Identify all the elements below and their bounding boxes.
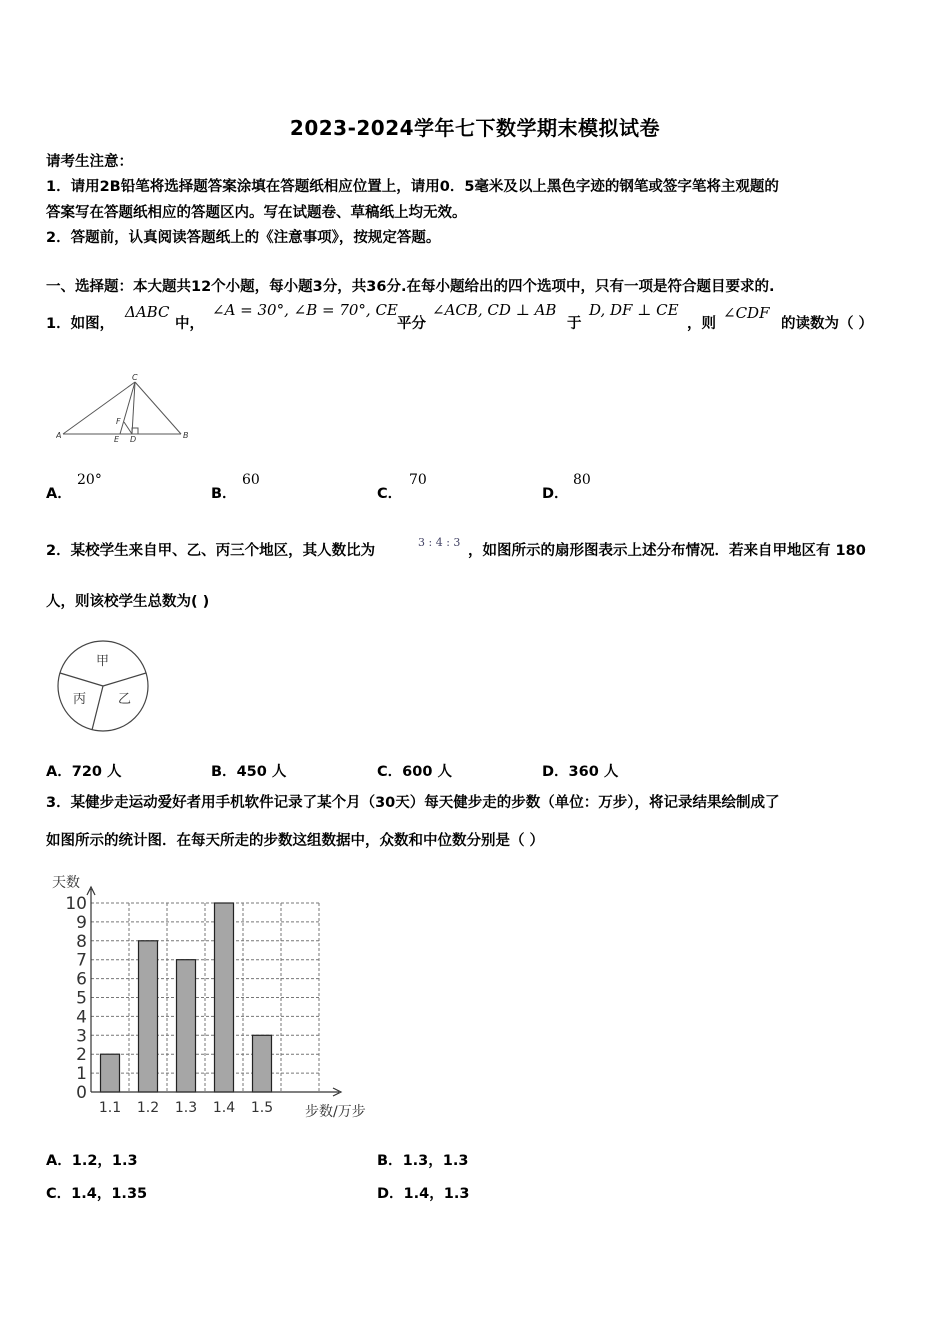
y-tick-label: 9	[76, 912, 87, 933]
option-letter: A．	[46, 1153, 72, 1169]
pie-label-jia: 甲	[96, 654, 110, 669]
side-ac	[63, 382, 135, 434]
label-f: F	[116, 417, 121, 426]
option-letter: B．	[211, 764, 237, 780]
y-tick-label: 3	[76, 1026, 87, 1047]
notice-line-1: 1．请用2B铅笔将选择题答案涂填在答题纸相应位置上，请用0．5毫米及以上黑色字迹的钢笔或签字笔将主观题的	[46, 179, 779, 195]
q3-line-2: 如图所示的统计图．在每天所走的步数这组数据中，众数和中位数分别是（ ）	[46, 833, 545, 849]
y-tick-label: 0	[76, 1083, 87, 1103]
chart-grid	[91, 903, 321, 1092]
pie-label-bing: 丙	[73, 692, 87, 707]
y-tick-label: 6	[76, 969, 87, 990]
x-tick-label: 1.4	[212, 1100, 236, 1116]
y-tick-label: 7	[76, 950, 87, 971]
bar-1.3	[177, 960, 196, 1092]
q2-prefix: 2．某校学生来自甲、乙、丙三个地区，其人数比为	[46, 543, 376, 559]
y-tick-label: 1	[76, 1064, 87, 1085]
y-tick-label: 2	[76, 1045, 87, 1066]
side-bc	[135, 382, 181, 434]
option-letter: C．	[46, 1186, 72, 1202]
option-letter: A．	[46, 764, 72, 780]
q3-option-b[interactable]	[377, 1149, 468, 1170]
q2-option-c[interactable]	[377, 760, 452, 781]
pie-divider-1	[60, 673, 103, 686]
option-value: 20°	[77, 472, 102, 488]
q1-yu: 于	[567, 316, 582, 332]
option-letter: D．	[542, 486, 569, 502]
q1-triangle: ΔABC	[125, 303, 170, 321]
q1-option-d[interactable]	[542, 472, 591, 503]
q1-triangle-figure	[56, 372, 196, 444]
option-value: 70	[409, 472, 427, 488]
label-a: A	[56, 431, 62, 440]
q3-option-a[interactable]	[46, 1149, 138, 1170]
q1-ze: ，则	[687, 316, 716, 332]
x-tick-label: 1.3	[174, 1100, 198, 1116]
option-value: 450 人	[236, 764, 287, 780]
option-value: 1.4，1.3	[403, 1186, 470, 1202]
q1-suffix: 的读数为（ ）	[781, 316, 874, 332]
q3-option-c[interactable]	[46, 1182, 147, 1203]
bar-1.5	[253, 1035, 272, 1092]
option-value: 1.2，1.3	[71, 1153, 138, 1169]
q2-line-2: 人，则该校学生总数为( )	[46, 594, 210, 610]
q1-option-a[interactable]	[46, 472, 102, 503]
option-value: 720 人	[71, 764, 122, 780]
segment-df	[124, 422, 132, 434]
option-letter: D．	[542, 764, 569, 780]
chart-y-ticks	[65, 894, 87, 1103]
pie-label-yi: 乙	[118, 692, 132, 707]
q2-option-d[interactable]	[542, 760, 618, 781]
chart-x-label: 步数/万步	[305, 1104, 366, 1120]
option-letter: B．	[211, 486, 237, 502]
q3-line-1: 3．某健步走运动爱好者用手机软件记录了某个月（30天）每天健步走的步数（单位：万步），将记录结果绘制成了	[46, 795, 780, 811]
q2-ratio: 3 : 4 : 3	[418, 536, 461, 549]
q1-bisect: 平分	[397, 316, 426, 332]
option-letter: D．	[377, 1186, 404, 1202]
y-tick-label: 4	[76, 1007, 87, 1028]
label-d: D	[130, 435, 137, 444]
label-e: E	[114, 435, 120, 444]
label-b: B	[183, 431, 189, 440]
q1-target: ∠CDF	[723, 304, 770, 322]
x-tick-label: 1.2	[136, 1100, 160, 1116]
option-value: 60	[242, 472, 260, 488]
q2-suffix: ，如图所示的扇形图表示上述分布情况．若来自甲地区有 180	[468, 543, 866, 559]
page-title: 2023-2024学年七下数学期末模拟试卷	[289, 116, 661, 140]
bar-1.4	[215, 903, 234, 1092]
chart-x-ticks	[99, 1100, 273, 1116]
q1-angles: ∠A = 30°, ∠B = 70°, CE	[212, 301, 398, 319]
notice-line-2: 答案写在答题纸相应的答题区内。写在试题卷、草稿纸上均无效。	[46, 205, 467, 221]
q2-option-b[interactable]	[211, 760, 286, 781]
x-tick-label: 1.1	[98, 1100, 122, 1116]
right-angle-mark	[132, 428, 138, 434]
option-value: 600 人	[402, 764, 452, 780]
notice-line-3: 2．答题前，认真阅读答题纸上的《注意事项》，按规定答题。	[46, 230, 441, 246]
option-value: 1.4，1.35	[71, 1186, 148, 1202]
y-tick-label: 8	[76, 931, 87, 952]
pie-divider-3	[92, 686, 103, 730]
option-value: 360 人	[568, 764, 619, 780]
option-letter: A．	[46, 486, 72, 502]
option-letter: C．	[377, 764, 403, 780]
y-tick-label: 10	[65, 894, 87, 914]
q2-option-a[interactable]	[46, 760, 122, 781]
q3-option-d[interactable]	[377, 1182, 469, 1203]
option-letter: B．	[377, 1153, 403, 1169]
bar-1.1	[101, 1054, 120, 1092]
q1-option-c[interactable]	[377, 472, 427, 503]
notice-heading: 请考生注意：	[46, 154, 133, 170]
option-letter: C．	[377, 486, 403, 502]
q1-condition: ∠ACB, CD ⊥ AB	[432, 301, 557, 319]
q3-bar-chart	[40, 866, 385, 1126]
q1-mid: 中，	[175, 316, 204, 332]
option-value: 80	[573, 472, 591, 488]
chart-y-label: 天数	[52, 875, 80, 891]
q1-option-b[interactable]	[211, 472, 260, 503]
pie-divider-2	[103, 673, 146, 686]
section-heading: 一、选择题：本大题共12个小题，每小题3分，共36分.在每小题给出的四个选项中，只有一项是符合题目要求的.	[46, 279, 775, 295]
q1-condition-2: D, DF ⊥ CE	[589, 301, 679, 319]
option-value: 1.3，1.3	[402, 1153, 469, 1169]
q2-pie-chart	[55, 638, 155, 734]
x-tick-label: 1.5	[250, 1100, 274, 1116]
bar-1.2	[139, 941, 158, 1092]
label-c: C	[132, 373, 138, 382]
q1-prefix: 1．如图，	[46, 316, 115, 332]
y-tick-label: 5	[76, 988, 87, 1009]
